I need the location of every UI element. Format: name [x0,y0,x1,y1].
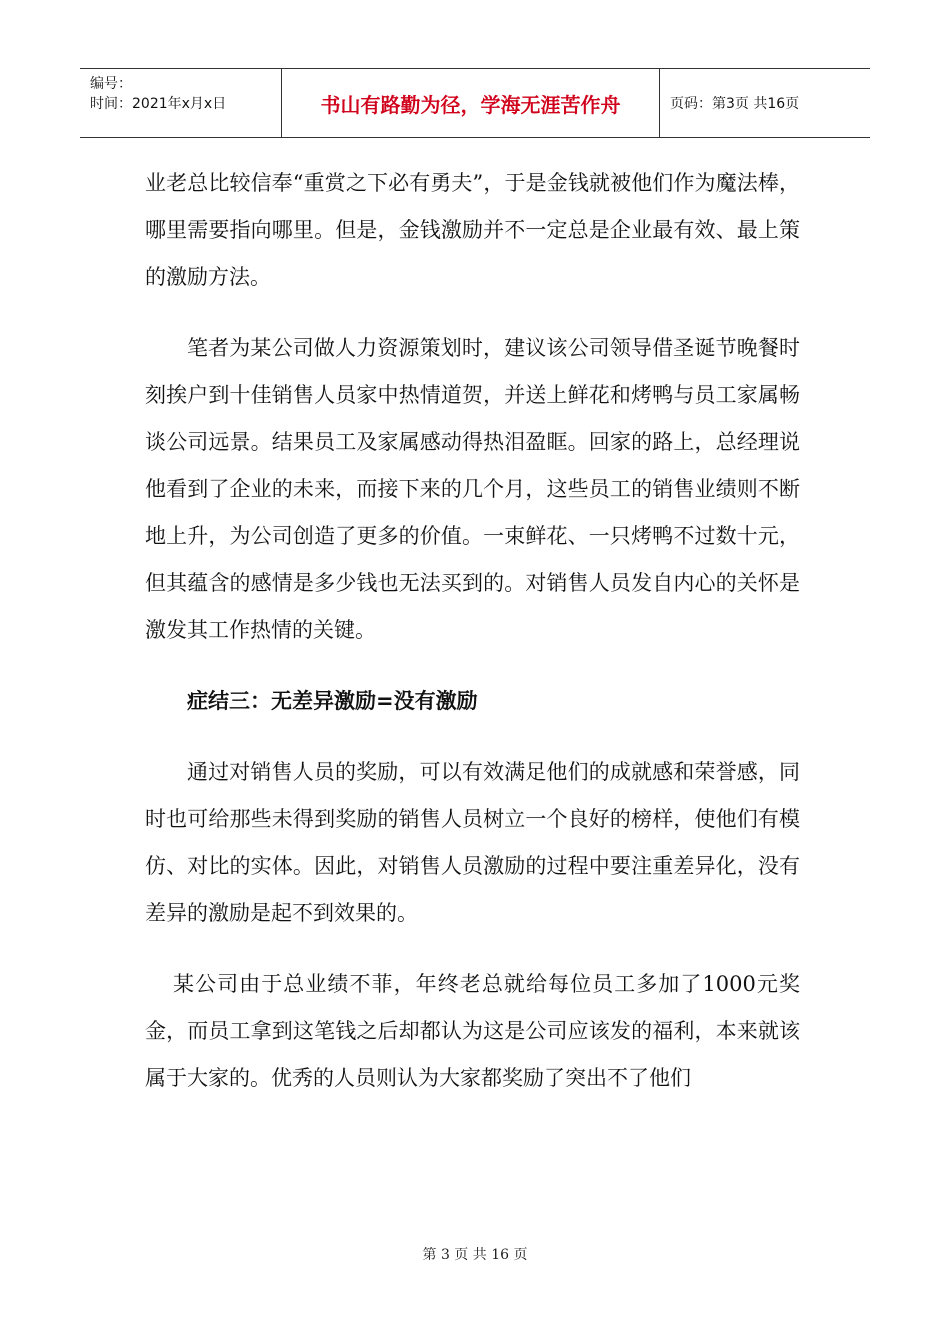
page-header [80,68,870,138]
section-heading: 症结三：无差异激励=没有激励 [187,689,478,713]
header-motto: 书山有路勤为径，学海无涯苦作舟 [282,69,660,137]
header-page-info: 页码：第3页 共16页 [670,96,800,112]
header-meta [80,69,282,137]
header-date-label: 时间：2021年x月x日 [90,96,227,112]
paragraph-4: 某公司由于总业绩不菲，年终老总就给每位员工多加了1000元奖金，而员工拿到这笔钱之后却都认为这是公司应该发的福利，本来就该属于大家的。优秀的人员则认为大家都奖励了突出不了他们 [145,972,800,1090]
page-footer: 第 3 页 共 16 页 [422,1247,528,1263]
paragraph-1: 业老总比较信奉“重赏之下必有勇夫”，于是金钱就被他们作为魔法棒，哪里需要指向哪里。但是，金钱激励并不一定总是企业最有效、最上策的激励方法。 [145,171,800,289]
header-number-label: 编号： [90,76,132,92]
paragraph-3: 通过对销售人员的奖励，可以有效满足他们的成就感和荣誉感，同时也可给那些未得到奖励的销售人员树立一个良好的榜样，使他们有模仿、对比的实体。因此，对销售人员激励的过程中要注重差异化，没有差异的激励是起不到效果的。 [145,760,800,925]
paragraph-2: 笔者为某公司做人力资源策划时，建议该公司领导借圣诞节晚餐时刻挨户到十佳销售人员家中热情道贺，并送上鲜花和烤鸭与员工家属畅谈公司远景。结果员工及家属感动得热泪盈眶。回家的路上，总经理说他看到了企业的未来，而接下来的几个月，这些员工的销售业绩则不断地上升，为公司创造了更多的价值。一束鲜花、一只烤鸭不过数十元，但其蕴含的感情是多少钱也无法买到的。对销售人员发自内心的关怀是激发其工作热情的关键。 [145,336,800,642]
document-body [145,160,800,1102]
